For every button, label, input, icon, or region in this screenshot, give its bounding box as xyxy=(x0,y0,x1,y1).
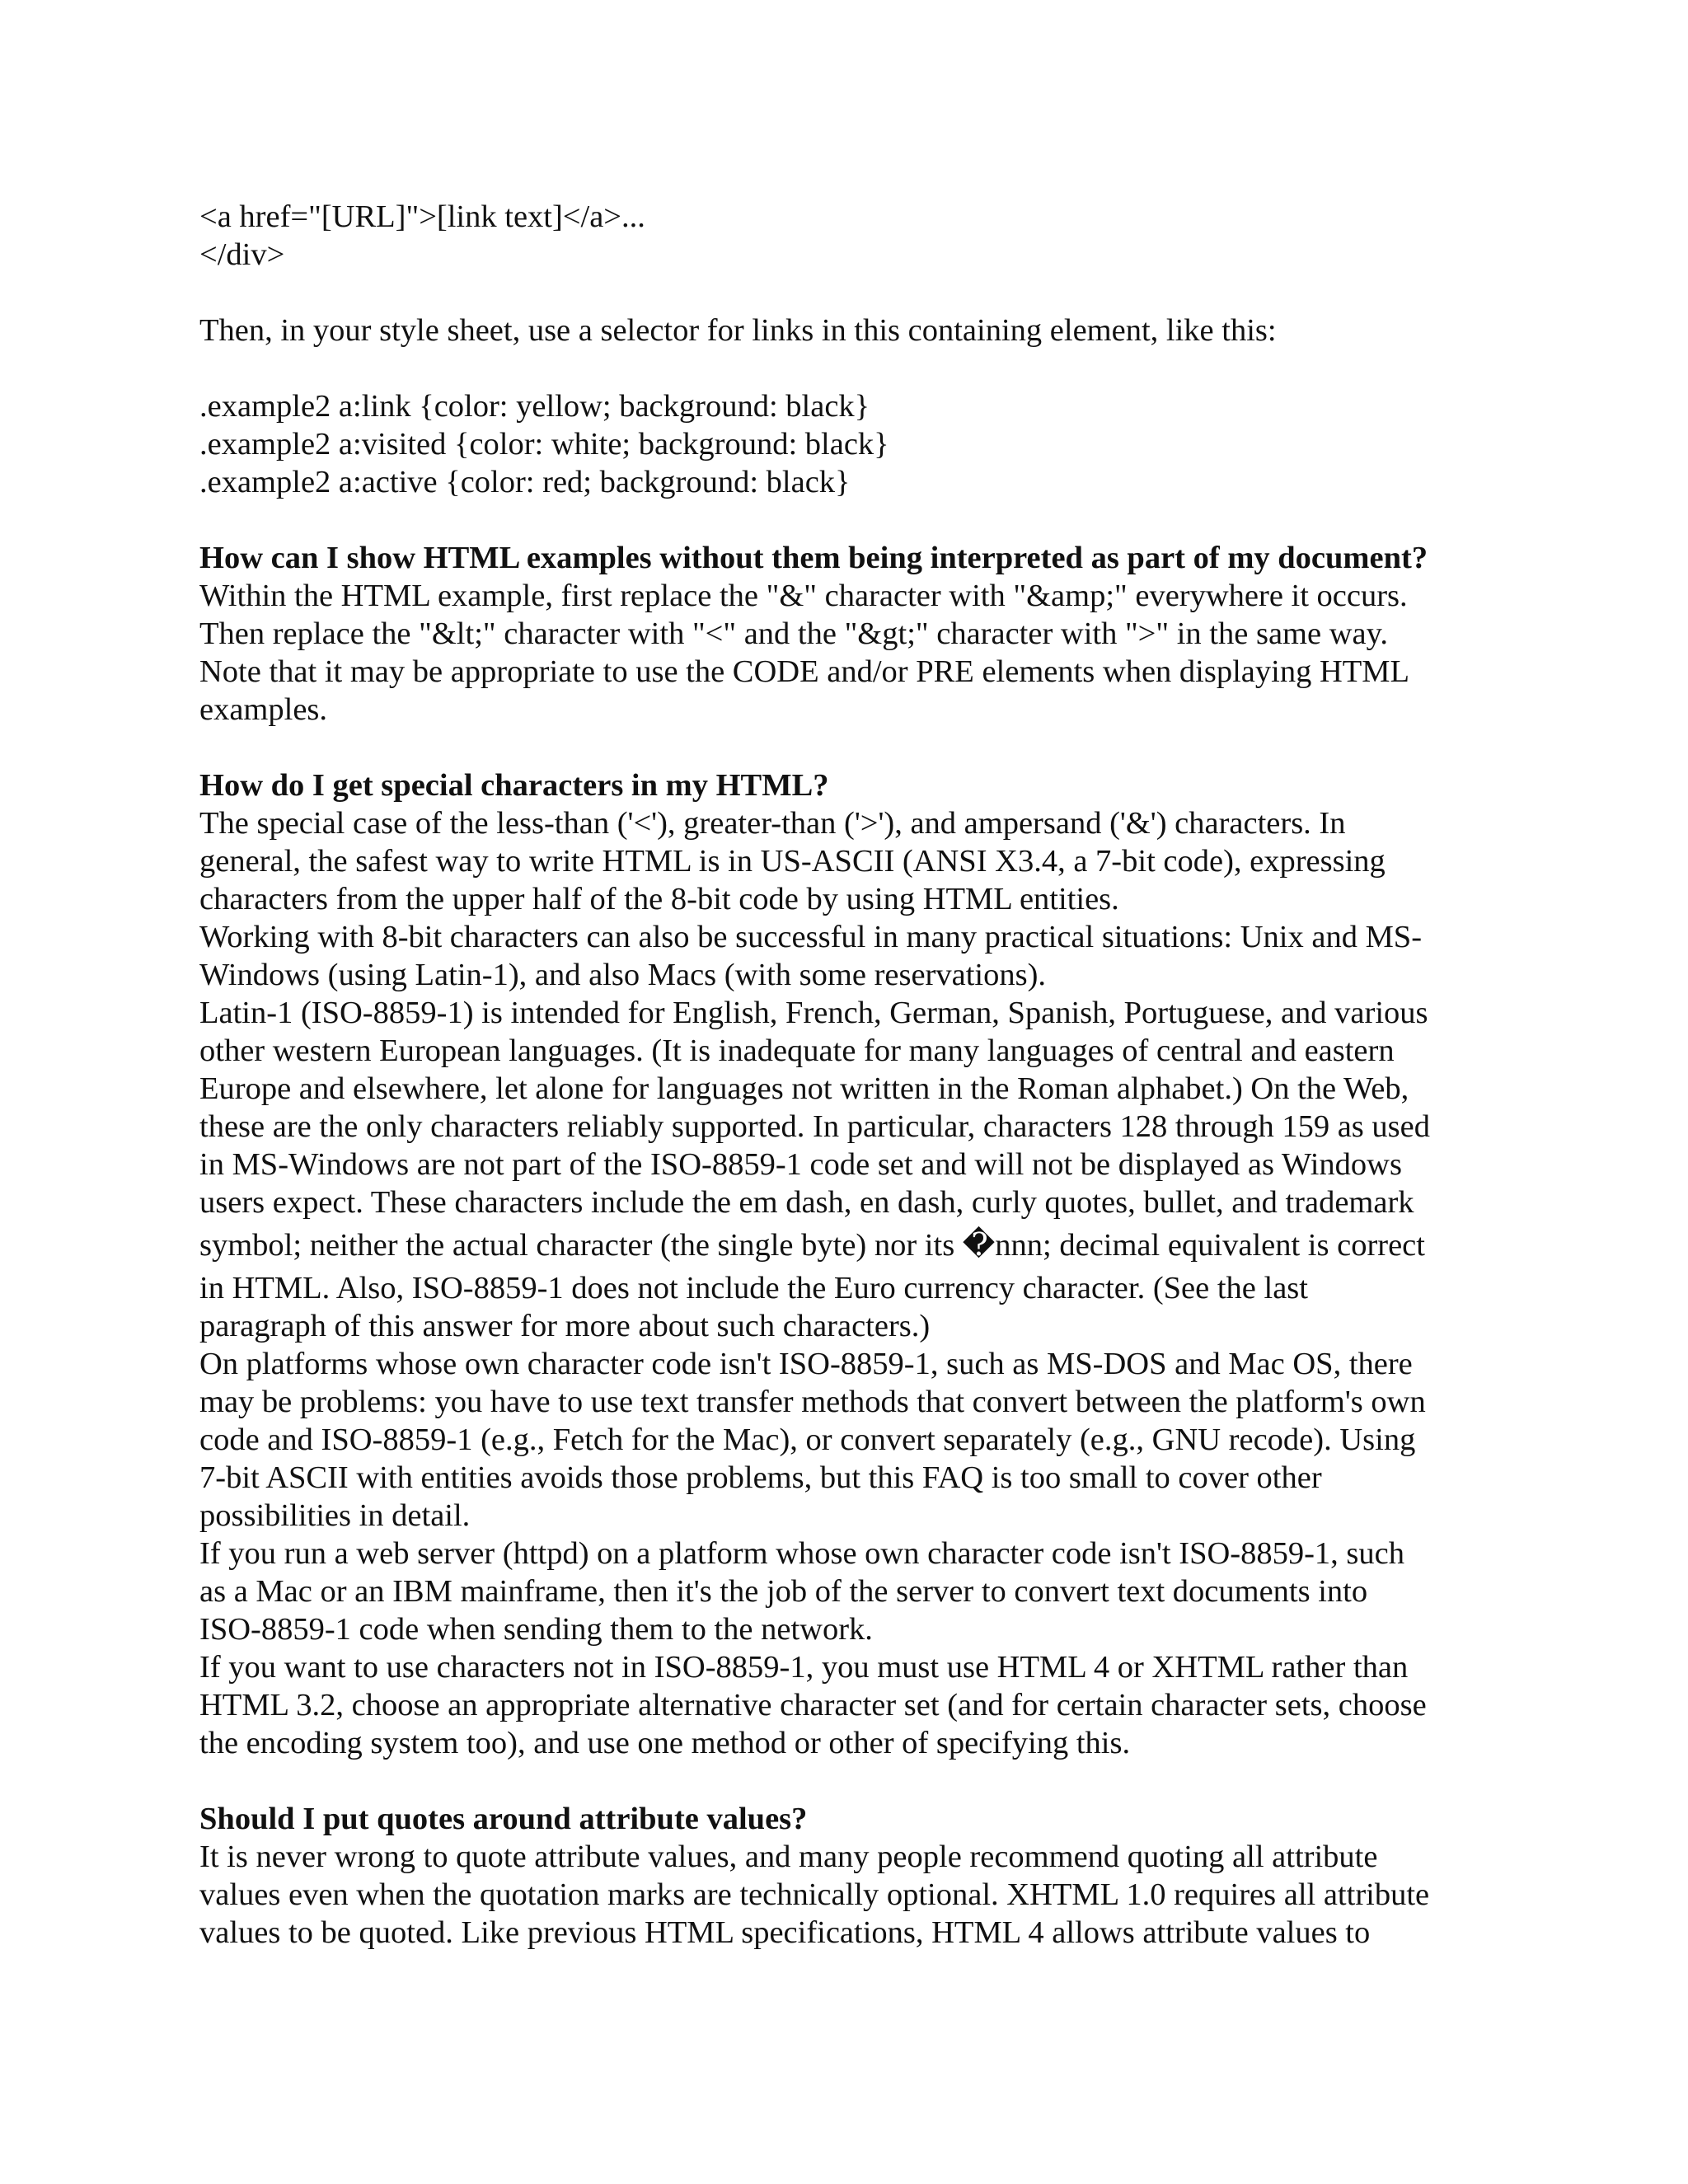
text-line: values even when the quotation marks are technically optional. XHTML 1.0 requires all attribute xyxy=(199,1877,1430,1912)
text-line: may be problems: you have to use text transfer methods that convert between the platform's own xyxy=(199,1385,1426,1419)
text-line: possibilities in detail. xyxy=(199,1498,471,1533)
spacer xyxy=(199,501,1518,539)
text-line: Working with 8-bit characters can also be successful in many practical situations: Unix and MS- xyxy=(199,920,1423,954)
text-line: 7-bit ASCII with entities avoids those problems, but this FAQ is too small to cover other xyxy=(199,1460,1322,1495)
text-line: Europe and elsewhere, let alone for languages not written in the Roman alphabet.) On the Web, xyxy=(199,1071,1409,1106)
text-line: in MS-Windows are not part of the ISO-8859-1 code set and will not be displayed as Windows xyxy=(199,1147,1402,1182)
text-line: Latin-1 (ISO-8859-1) is intended for English, French, German, Spanish, Portuguese, and various xyxy=(199,996,1428,1030)
css-line: .example2 a:visited {color: white; background: black} xyxy=(199,427,889,462)
text-line: characters from the upper half of the 8-bit code by using HTML entities. xyxy=(199,882,1119,916)
faq-html-examples xyxy=(199,539,1518,729)
text-line: symbol; neither the actual character (the single byte) nor its �nnn; decimal equivalent is correct xyxy=(199,1228,1425,1263)
spacer xyxy=(199,729,1518,766)
text-line: these are the only characters reliably supported. In particular, characters 128 through 159 as used xyxy=(199,1109,1430,1144)
text-line: in HTML. Also, ISO-8859-1 does not include the Euro currency character. (See the last xyxy=(199,1271,1308,1305)
spacer xyxy=(199,349,1518,387)
text-line: Then, in your style sheet, use a selector for links in this containing element, like this: xyxy=(199,313,1277,348)
text-line: general, the safest way to write HTML is in US-ASCII (ANSI X3.4, a 7-bit code), expressing xyxy=(199,844,1386,879)
text-line: values to be quoted. Like previous HTML specifications, HTML 4 allows attribute values to xyxy=(199,1915,1371,1950)
text-line: Note that it may be appropriate to use the CODE and/or PRE elements when displaying HTML xyxy=(199,654,1410,689)
spacer xyxy=(199,1762,1518,1800)
text-line: Then replace the "&lt;" character with "<" and the "&gt;" character with ">" in the same way. xyxy=(199,616,1388,651)
faq-attribute-quotes xyxy=(199,1800,1518,1952)
text-line: If you want to use characters not in ISO-8859-1, you must use HTML 4 or XHTML rather than xyxy=(199,1650,1409,1685)
code-line: <a href="[URL]">[link text]</a>... xyxy=(199,199,645,234)
text-line: users expect. These characters include the em dash, en dash, curly quotes, bullet, and trademark xyxy=(199,1185,1414,1220)
text-line: examples. xyxy=(199,692,328,727)
text-line: code and ISO-8859-1 (e.g., Fetch for the Mac), or convert separately (e.g., GNU recode). Using xyxy=(199,1422,1416,1457)
section-heading: How can I show HTML examples without them being interpreted as part of my document? xyxy=(199,541,1428,575)
text-line: The special case of the less-than ('<'), greater-than ('>'), and ampersand ('&') characters. In xyxy=(199,806,1346,841)
text-line: as a Mac or an IBM mainframe, then it's the job of the server to convert text documents into xyxy=(199,1574,1368,1609)
css-line: .example2 a:active {color: red; background: black} xyxy=(199,465,851,499)
text-line: paragraph of this answer for more about such characters.) xyxy=(199,1309,931,1343)
text-line: the encoding system too), and use one method or other of specifying this. xyxy=(199,1726,1131,1760)
text-line: Windows (using Latin-1), and also Macs (with some reservations). xyxy=(199,958,1047,992)
text-line: On platforms whose own character code isn't ISO-8859-1, such as MS-DOS and Mac OS, there xyxy=(199,1347,1413,1381)
stylesheet-intro xyxy=(199,312,1518,349)
text-line: HTML 3.2, choose an appropriate alternative character set (and for certain character sets, choose xyxy=(199,1688,1427,1722)
text-line: other western European languages. (It is inadequate for many languages of central and eastern xyxy=(199,1033,1395,1068)
text-line: ISO-8859-1 code when sending them to the network. xyxy=(199,1612,873,1647)
faq-special-characters xyxy=(199,766,1518,1762)
css-example xyxy=(199,387,1518,501)
document-page xyxy=(199,198,1518,1952)
code-line: </div> xyxy=(199,237,285,272)
text-line: Within the HTML example, first replace the "&" character with "&amp;" everywhere it occurs. xyxy=(199,579,1408,613)
spacer xyxy=(199,274,1518,312)
text-line: If you run a web server (httpd) on a platform whose own character code isn't ISO-8859-1, such xyxy=(199,1536,1405,1571)
section-heading: How do I get special characters in my HTML? xyxy=(199,768,829,803)
css-line: .example2 a:link {color: yellow; background: black} xyxy=(199,389,870,424)
text-line: It is never wrong to quote attribute values, and many people recommend quoting all attribute xyxy=(199,1840,1378,1874)
code-snippet xyxy=(199,198,1518,274)
section-heading: Should I put quotes around attribute values? xyxy=(199,1802,808,1836)
